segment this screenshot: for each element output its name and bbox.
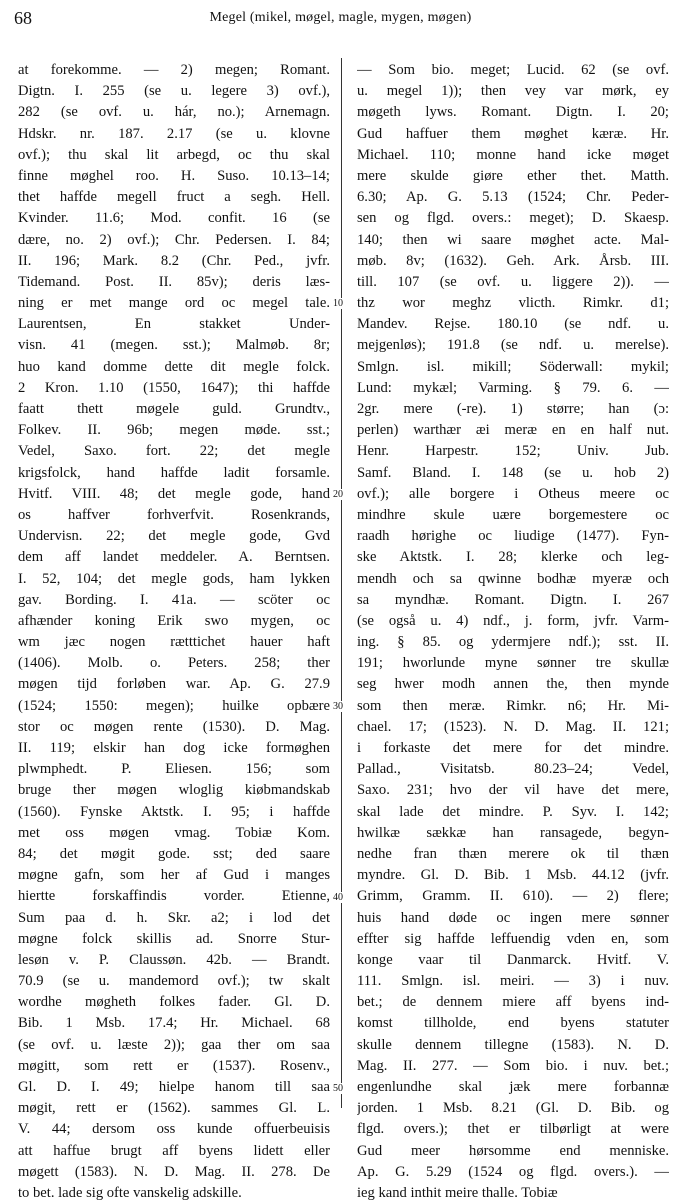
- text-line: komst tillholde, end byens statuter: [357, 1015, 669, 1032]
- text-line: thz wor meghz vlicth. Rimkr. d1;: [357, 295, 669, 312]
- text-line: Laurentsen, En stakket Under-: [18, 316, 330, 333]
- text-line: plwmphedt. P. Eliesen. 156; som: [18, 761, 330, 778]
- text-line: huo kand domme dette dit megle folck.: [18, 358, 330, 375]
- text-line: nedhe fran thæn merere ok til thæn: [357, 845, 669, 862]
- text-line: Ap. G. 5.29 (1524 og flgd. overs.). —: [357, 1163, 669, 1180]
- page-header: [14, 8, 667, 32]
- text-line: 111. Smlgn. isl. meiri. — 3) i nuv.: [357, 973, 669, 990]
- text-line: 191; hworlunde myne sønner tre skullæ: [357, 655, 669, 672]
- line-number: 40: [333, 891, 343, 903]
- text-line: Grimm, Gramm. II. 610). — 2) flere;: [357, 888, 669, 905]
- text-line: wordhe møgheth folkes fader. Gl. D.: [18, 994, 330, 1011]
- text-line: chael. 17; (1523). N. D. Mag. II. 121;: [357, 718, 669, 735]
- line-number: 20: [333, 489, 343, 500]
- text-line: i forkaste det mere for det mindre.: [357, 740, 669, 756]
- text-line: ovf.); alle borgere i Otheus meere oc: [357, 485, 669, 502]
- text-line: skal lade det mindre. P. Syv. I. 142;: [357, 803, 669, 820]
- text-line: raadh hørighe oc liudige (1477). Fyn-: [357, 528, 669, 545]
- text-line: (se også u. 4) ndf., j. form, jvfr. Varm-: [357, 612, 669, 629]
- text-line: gav. Bording. I. 41a. — scöter oc: [18, 591, 330, 608]
- text-line: mejgenløs); 191.8 (se ndf. u. merelse).: [357, 337, 669, 354]
- text-line: — Som bio. meget; Lucid. 62 (se ovf.: [357, 62, 669, 78]
- text-line: 6.30; Ap. G. 5.13 (1524; Chr. Peder-: [357, 189, 669, 206]
- text-line: ovf.); thu skal lit arbegd, oc thu skal: [18, 146, 330, 163]
- text-line: bet.; de dennem miere aff byens ind-: [357, 994, 669, 1011]
- text-line: ing. § 85. og ydermjere ndf.); sst. II.: [357, 634, 669, 651]
- text-line: Tidemand. Post. II. 85v); deris læs-: [18, 273, 330, 290]
- text-line: 140; then wi saare møghet acte. Mal-: [357, 231, 669, 248]
- text-line: Smlgn. isl. mikill; Söderwall: mykil;: [357, 358, 669, 375]
- left-column: [18, 60, 330, 1204]
- text-line: II. 119; elskir han dog icke formøghen: [18, 740, 330, 756]
- text-line: møgne gafn, som her af Gud i manges: [18, 867, 330, 884]
- line-number: 50: [333, 1082, 343, 1094]
- text-line: 70.9 (se u. mandemord ovf.); tw skalt: [18, 973, 330, 990]
- text-line: Mag. II. 277. — Som bio. i nuv. bet.;: [357, 1057, 669, 1074]
- text-line: thet haffde megell fruct a segh. Hell.: [18, 189, 330, 206]
- text-line: møgit, rett er (1562). sammes Gl. L.: [18, 1100, 330, 1117]
- text-line: V. 44; dersom oss kunde offuerbeuisis: [18, 1121, 330, 1138]
- text-line: 2 Kron. 1.10 (1550, 1647); thi haffde: [18, 379, 330, 396]
- text-line: att haffue brugt aff byens lidett eller: [18, 1142, 330, 1159]
- text-line: Gud haffuer them møghet kæræ. Hr.: [357, 125, 669, 142]
- text-line: visn. 41 (megen. sst.); Malmøb. 8r;: [18, 337, 330, 354]
- text-line: (1406). Molb. o. Peters. 258; ther: [18, 655, 330, 672]
- text-line: krigsfolck, hand haffde ladit forsamle.: [18, 464, 330, 481]
- text-line: dem aff landet meddeler. A. Berntsen.: [18, 549, 330, 566]
- text-line: møgen tijd forløben war. Ap. G. 27.9: [18, 676, 330, 693]
- text-line: huis hand døde oc ingen mere sønner: [357, 909, 669, 926]
- text-line: at forekomme. — 2) megen; Romant.: [18, 62, 330, 78]
- text-line: hwilkæ sækkæ han ransagede, begyn-: [357, 824, 669, 841]
- text-line: Hdskr. nr. 187. 2.17 (se u. klovne: [18, 125, 330, 142]
- text-line: till. 107 (se ovf. u. liggere 2)). —: [357, 273, 669, 290]
- text-line: ning er met mange ord oc megel tale.: [18, 295, 330, 312]
- text-line: Vedel, Saxo. fort. 22; det megle: [18, 443, 330, 460]
- text-line: II. 196; Mark. 8.2 (Chr. Ped., jvfr.: [18, 252, 330, 269]
- text-line: skulle dennem tillegne (1583). N. D.: [357, 1036, 669, 1053]
- text-line: møgne folck skillis ad. Snorre Stur-: [18, 930, 330, 947]
- text-line: Bib. 1 Msb. 17.4; Hr. Michael. 68: [18, 1015, 330, 1032]
- text-line: os haffver forhverfvit. Rosenkrands,: [18, 506, 330, 523]
- text-line: konge vaar til Danmarck. Hvitf. V.: [357, 951, 669, 968]
- text-line: myndre. Gl. D. Bib. 1 Msb. 44.12 (jvfr.: [357, 867, 669, 884]
- text-line: hiertte forskaffindis vorder. Etienne,: [18, 888, 330, 905]
- running-head: Megel (mikel, møgel, magle, mygen, møgen): [209, 10, 472, 25]
- text-line: Mandev. Rejse. 180.10 (se ndf. u.: [357, 316, 669, 333]
- text-line: effter sig haffde leffuendig vden en, som: [357, 930, 669, 947]
- text-line: 84; det møgit gode. sst; ded saare: [18, 845, 330, 862]
- text-line: sen og flgd. overs.: meget); D. Skaesp.: [357, 210, 669, 227]
- text-line: møgett (1583). N. D. Mag. II. 278. De: [18, 1163, 330, 1180]
- text-line: I. 52, 104; det megle gods, ham lykken: [18, 570, 330, 587]
- text-line: Henr. Harpestr. 152; Univ. Jub.: [357, 443, 669, 460]
- text-line: flgd. overs.); thet er tilbørligt at were: [357, 1121, 669, 1138]
- text-line: som then meræ. Rimkr. n6; Hr. Mi-: [357, 697, 669, 714]
- text-line: Gud meer hørsomme end menniske.: [357, 1142, 669, 1159]
- text-line: u. megel 1)); then vey var mørk, ey: [357, 83, 669, 100]
- text-line: Saxo. 231; hvo der vil have det mere,: [357, 782, 669, 799]
- text-line: (1524; 1550: megen); huilke opbære: [18, 697, 330, 714]
- text-line: mere skulde giøre ether thet. Matth.: [357, 167, 669, 184]
- text-line: møb. 8v; (1632). Geh. Ark. Årsb. III.: [357, 252, 669, 269]
- text-line: ieg kand inthit meire thalle. Tobiæ: [357, 1184, 558, 1201]
- text-line: Sum paa d. h. Skr. a2; i lod det: [18, 909, 330, 926]
- text-line: Kvinder. 11.6; Mod. confit. 16 (se: [18, 210, 330, 227]
- line-number: 30: [333, 701, 343, 712]
- text-line: sa myndhæ. Romant. Digtn. I. 267: [357, 591, 669, 608]
- text-line: stor oc møgen rente (1530). D. Mag.: [18, 718, 330, 735]
- text-line: dære, no. 2) ovf.); Chr. Pedersen. I. 84;: [18, 231, 330, 248]
- text-line: Lund: mykæl; Varming. § 79. 6. —: [357, 379, 669, 396]
- text-line: (se ovf. u. læste 2)); gaa ther om saa: [18, 1036, 330, 1053]
- text-line: ske Aktstk. I. 28; klerke och leg-: [357, 549, 669, 566]
- text-line: bruge ther møgen wloglig kiøbmandskab: [18, 782, 330, 799]
- text-line: to bet. lade sig ofte vanskelig adskille.: [18, 1184, 242, 1201]
- text-line: lesøn v. P. Claussøn. 42b. — Brandt.: [18, 951, 330, 968]
- text-line: Undervisn. 22; det megle gode, Gvd: [18, 528, 330, 545]
- column-divider: [341, 58, 342, 1108]
- text-line: finne møghel roo. H. Suso. 10.13–14;: [18, 167, 330, 184]
- text-line: Gl. D. I. 49; hielpe hanom till saa: [18, 1079, 330, 1095]
- text-line: mindhre skule uære borgemestere oc: [357, 506, 669, 523]
- text-line: afhænder koning Erik swo mygen, oc: [18, 612, 330, 629]
- text-line: jorden. 1 Msb. 8.21 (Gl. D. Bib. og: [357, 1100, 669, 1117]
- line-number: 10: [333, 298, 343, 310]
- right-column: [357, 60, 669, 1204]
- text-line: engenlundhe skal jæk mere forbannæ: [357, 1079, 669, 1095]
- text-line: møgeth lyws. Romant. Digtn. I. 20;: [357, 104, 669, 121]
- text-line: met oss møgen vmag. Tobiæ Kom.: [18, 824, 330, 841]
- text-line: (1560). Fynske Aktstk. I. 95; i haffde: [18, 803, 330, 820]
- text-line: mendh och sa qwinne bodhæ myeræ och: [357, 570, 669, 587]
- text-line: Samf. Bland. I. 148 (se u. hob 2): [357, 464, 669, 481]
- text-line: Hvitf. VIII. 48; det megle gode, hand: [18, 485, 330, 502]
- text-line: seg hwer modh annen the, then mynde: [357, 676, 669, 693]
- text-line: faatt thett møgele guld. Grundtv.,: [18, 401, 330, 417]
- text-line: Folkev. II. 96b; megen møde. sst.;: [18, 422, 330, 439]
- text-line: perlen) warthær æi meræ en en half nut.: [357, 422, 669, 439]
- page-number: 68: [14, 8, 32, 28]
- text-line: møgitt, som rett er (1537). Rosenv.,: [18, 1057, 330, 1074]
- text-line: 2gr. mere (-re). 1) større; han (ɔ:: [357, 401, 669, 417]
- text-line: wm jæc nogen rætttichet hauer haft: [18, 634, 330, 651]
- text-line: 282 (se ovf. u. hár, no.); Arnemagn.: [18, 104, 330, 121]
- text-line: Michael. 110; monne hand icke møget: [357, 146, 669, 163]
- text-line: Pallad., Visitatsb. 80.23–24; Vedel,: [357, 761, 669, 778]
- text-line: Digtn. I. 255 (se u. legere 3) ovf.),: [18, 83, 330, 100]
